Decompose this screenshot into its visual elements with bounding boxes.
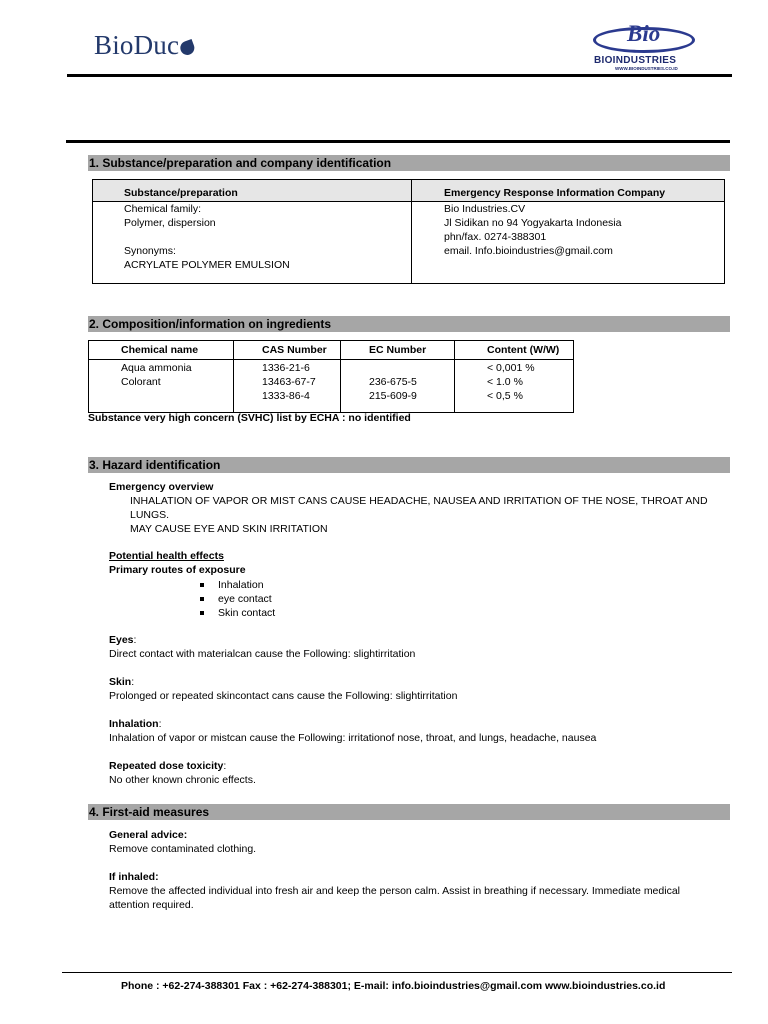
section-2-header: 2. Composition/information on ingredients [88, 316, 730, 332]
footer-contact: Phone : +62-274-388301 Fax : +62-274-388301; E-mail: info.bioindustries@gmail.com www.bioindustries.co.id [121, 980, 666, 992]
if-inhaled-block: If inhaled: Remove the affected individual into fresh air and keep the person calm. Assist in breathing if necessary. Immediate medical attention required. [109, 871, 680, 911]
bioduco-logo: BioDuc [94, 30, 194, 61]
list-item: Skin contact [200, 606, 275, 620]
skin-block: Skin: Prolonged or repeated skincontact cans cause the Following: slightirritation [109, 676, 458, 702]
exposure-routes-list [200, 578, 275, 620]
bullet-icon [200, 611, 204, 615]
eyes-block: Eyes: Direct contact with materialcan cause the Following: slightirritation [109, 634, 416, 660]
ec-numbers: 236-675-5 215-609-9 [369, 376, 417, 402]
cas-numbers: 1336-21-6 13463-67-7 1333-86-4 [262, 362, 316, 402]
svhc-note: Substance very high concern (SVHC) list by ECHA : no identified [88, 412, 411, 424]
primary-routes-label: Primary routes of exposure [109, 564, 246, 576]
bullet-icon [200, 597, 204, 601]
title-rule [66, 140, 730, 143]
list-item: Inhalation [200, 578, 275, 592]
company-email[interactable]: email. Info.bioindustries@gmail.com [444, 245, 613, 257]
identification-table [92, 179, 725, 284]
inhalation-block: Inhalation: Inhalation of vapor or mistcan cause the Following: irritationof nose, throat, and lungs, headache, nausea [109, 718, 597, 744]
emergency-overview-text: INHALATION OF VAPOR OR MIST CANS CAUSE HEADACHE, NAUSEA AND IRRITATION OF THE NOSE, THROAT AND LUNGS. MAY CAUSE EYE AND SKIN IRRITATION [130, 495, 708, 535]
bullet-icon [200, 583, 204, 587]
company-details: Bio Industries.CV Jl Sidikan no 94 Yogyakarta Indonesia phn/fax. 0274-388301 email. Info.bioindustries@gmail.com [412, 202, 724, 258]
potential-health-effects-label: Potential health effects [109, 550, 224, 562]
section-3-header: 3. Hazard identification [88, 457, 730, 473]
footer-rule [62, 972, 732, 973]
composition-table: Chemical name CAS Number EC Number Content (W/W) Aqua ammonia Colorant 1336-21-6 13463-67-7 1333-86-4 236-675-5 215-609-9 < 0,001 % < 1.0 % < 0,5 % [88, 340, 574, 413]
substance-header: Substance/preparation [124, 187, 238, 199]
company-header: Emergency Response Information Company [444, 187, 666, 199]
emergency-overview-label: Emergency overview [109, 481, 214, 493]
list-item: eye contact [200, 592, 275, 606]
header-rule [67, 74, 732, 77]
bioindustries-logo: Bio BIOINDUSTRIES WWW.BIOINDUSTRIES.CO.ID [593, 27, 699, 71]
leaf-icon [179, 39, 197, 57]
repeated-dose-block: Repeated dose toxicity: No other known chronic effects. [109, 760, 256, 786]
substance-details: Chemical family: Polymer, dispersion Synonyms: ACRYLATE POLYMER EMULSION [124, 203, 290, 271]
general-advice-block: General advice: Remove contaminated clothing. [109, 829, 257, 855]
section-4-header: 4. First-aid measures [88, 804, 730, 820]
chemical-names: Aqua ammonia Colorant [121, 362, 192, 388]
content-values: < 0,001 % < 1.0 % < 0,5 % [487, 362, 535, 402]
section-1-header: 1. Substance/preparation and company identification [88, 155, 730, 171]
